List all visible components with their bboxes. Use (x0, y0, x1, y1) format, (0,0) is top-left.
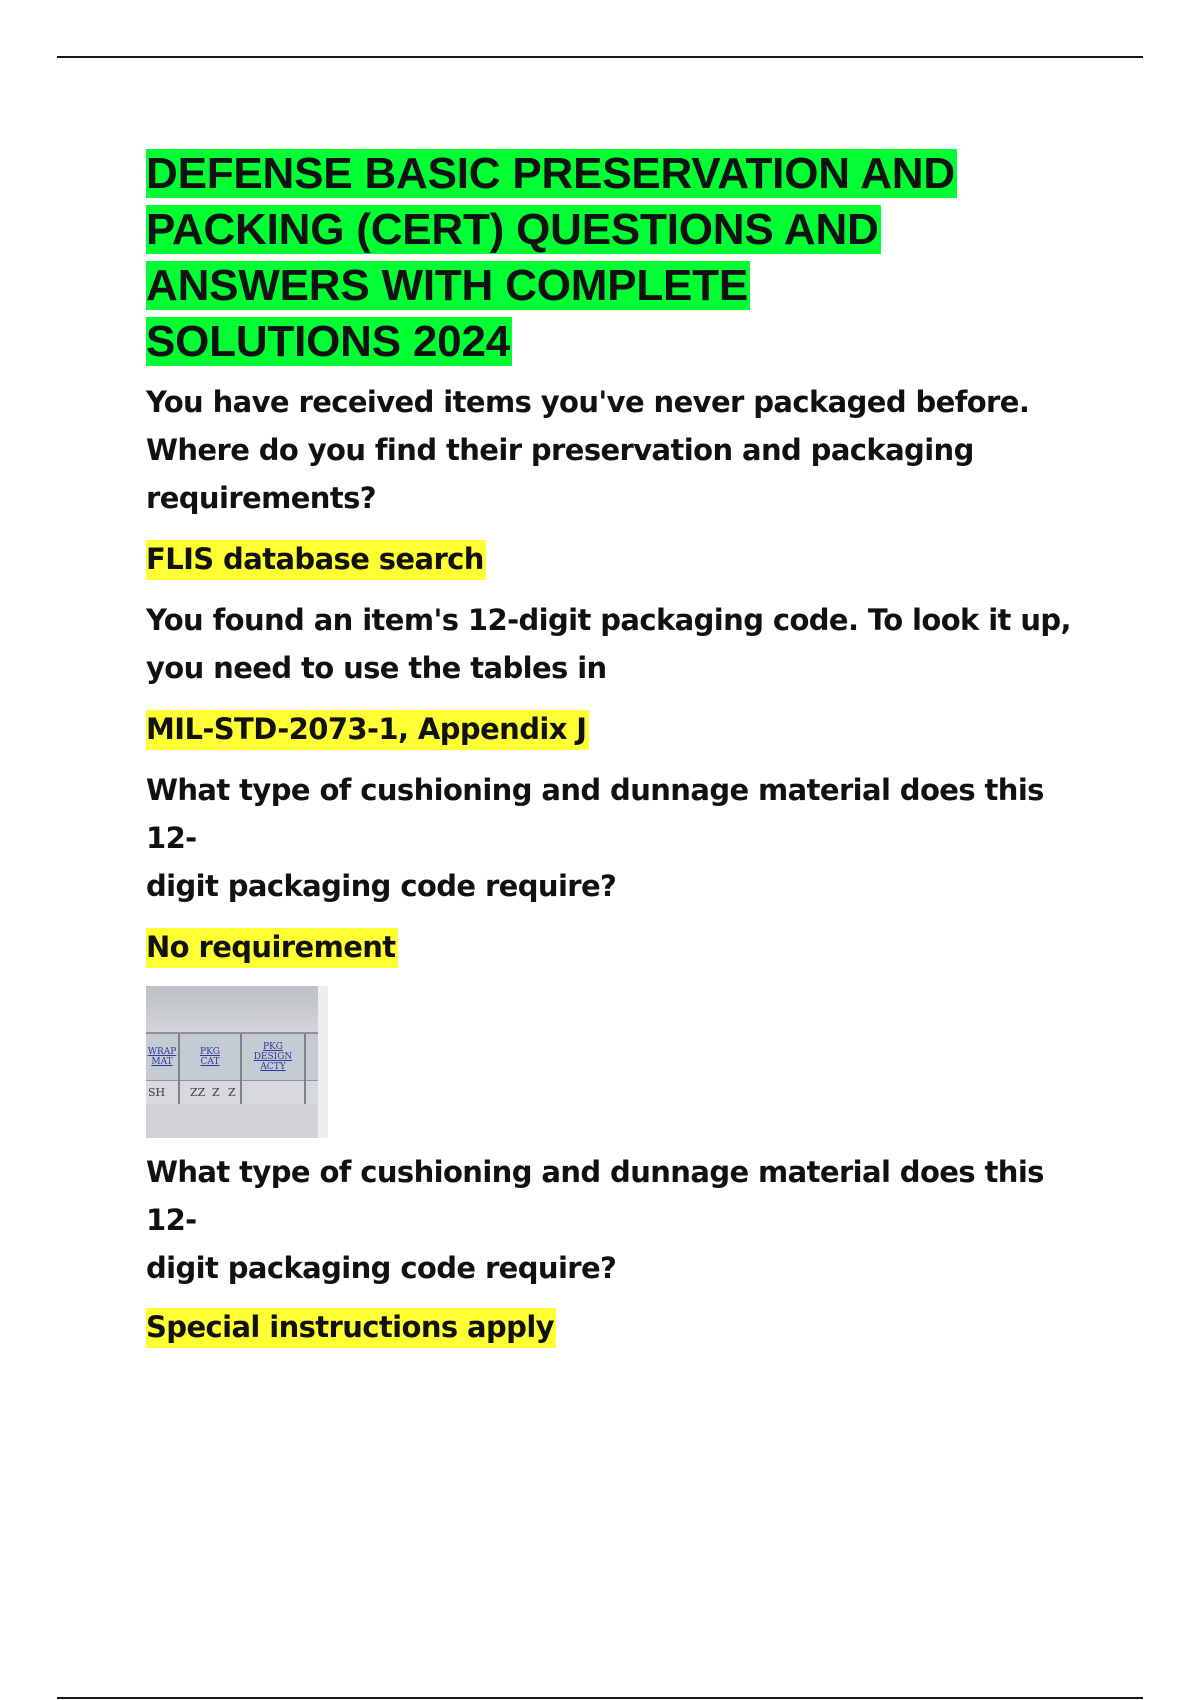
title-line-4: SOLUTIONS 2024 (146, 317, 510, 366)
answer-2-text: MIL-STD-2073-1, Appendix J (146, 710, 589, 750)
question-1-line-3: requirements? (146, 481, 376, 515)
image-divider (240, 1034, 242, 1106)
question-3-line-2: digit packaging code require? (146, 869, 617, 903)
answer-4-text: Special instructions apply (146, 1308, 556, 1348)
image-header-wrap-mat (146, 1034, 180, 1080)
question-3 (146, 766, 1086, 910)
title-line-2: PACKING (CERT) QUESTIONS AND (146, 205, 879, 254)
document-title (146, 146, 1086, 370)
question-4-line-2: digit packaging code require? (146, 1251, 617, 1285)
document-body (146, 146, 1086, 1350)
image-bottom-strip (146, 1104, 328, 1138)
answer-1 (146, 536, 1086, 582)
image-header-pkg-cat-text: PKG CAT (200, 1047, 220, 1067)
image-value-wrap: SH (148, 1086, 166, 1099)
question-4-line-1: What type of cushioning and dunnage material does this 12- (146, 1155, 1044, 1237)
image-top-strip (146, 986, 328, 1034)
image-header-pkg-design-acty (242, 1034, 306, 1080)
question-1 (146, 378, 1086, 522)
answer-3-text: No requirement (146, 928, 398, 968)
image-edge (318, 986, 328, 1138)
top-rule (57, 56, 1143, 58)
image-header-wrap-mat-text: WRAP MAT (147, 1047, 177, 1067)
bottom-rule (57, 1697, 1143, 1699)
image-value-cat-3: Z (228, 1086, 236, 1099)
answer-3 (146, 924, 1086, 970)
question-2 (146, 596, 1086, 692)
title-line-3: ANSWERS WITH COMPLETE (146, 261, 749, 310)
answer-1-text: FLIS database search (146, 540, 486, 580)
image-value-row (146, 1080, 328, 1107)
question-1-line-2: Where do you find their preservation and packaging (146, 433, 974, 467)
question-3-line-1: What type of cushioning and dunnage material does this 12- (146, 773, 1044, 855)
image-header-pkg-design-acty-text: PKG DESIGN ACTY (253, 1042, 293, 1072)
answer-2 (146, 706, 1086, 752)
image-header-pkg-cat (180, 1034, 242, 1080)
question-2-line-2: you need to use the tables in (146, 651, 607, 685)
question-2-line-1: You found an item's 12-digit packaging code. To look it up, (146, 603, 1071, 637)
image-divider (304, 1034, 306, 1106)
image-value-cat-2: Z (212, 1086, 220, 1099)
question-1-line-1: You have received items you've never packaged before. (146, 385, 1030, 419)
packaging-code-image (146, 986, 328, 1138)
image-value-cat-1: ZZ (190, 1086, 206, 1099)
answer-4 (146, 1304, 1086, 1350)
question-4 (146, 1148, 1086, 1292)
image-table (146, 1032, 328, 1106)
title-line-1: DEFENSE BASIC PRESERVATION AND (146, 149, 955, 198)
image-divider (178, 1034, 180, 1106)
